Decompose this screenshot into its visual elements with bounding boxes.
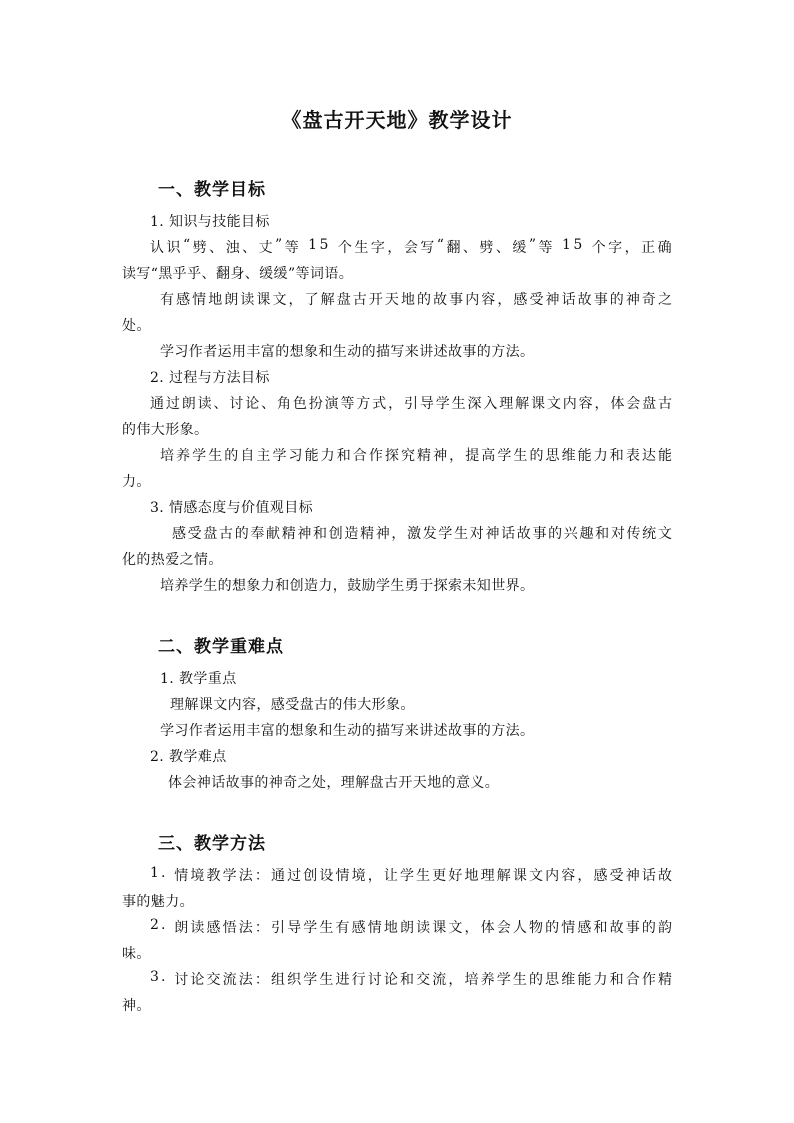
paragraph-line: 神。 (122, 998, 151, 1014)
subheading-process-methods: 2. 过程与方法目标 (150, 370, 270, 386)
subheading-difficult-point: 2. 教学难点 (150, 749, 227, 765)
method-item: 3 . 讨 论 交 流 法 ： 组 织 学 生 进 行 讨 论 和 交 流 ， 培 养 学 生 的 思 维 能 力 和 合 作 精 (150, 969, 672, 988)
paragraph-line: 理解课文内容，感受盘古的伟大形象。 (170, 697, 415, 713)
paragraph-line: 通 过 朗 读 、 讨 论 、 角 色 扮 演 等 方 式 ， 引 导 学 生 深 入 理 解 课 文 内 容 ， 体 会 盘 古 (150, 396, 672, 412)
paragraph-line: 学习作者运用丰富的想象和生动的描写来讲述故事的方法。 (160, 723, 535, 739)
subheading-key-point: 1. 教学重点 (160, 671, 237, 687)
paragraph-line: 培 养 学 生 的 自 主 学 习 能 力 和 合 作 探 究 精 神 ， 提 高 学 生 的 思 维 能 力 和 表 达 能 (160, 448, 672, 464)
method-item: 2 . 朗 读 感 悟 法 ： 引 导 学 生 有 感 情 地 朗 读 课 文 ， 体 会 人 物 的 情 感 和 故 事 的 韵 (150, 917, 672, 936)
document-title: 《盘古开天地》教学设计 (281, 108, 513, 132)
paragraph-line: 力。 (122, 474, 151, 490)
paragraph-line: 处。 (122, 318, 151, 334)
subheading-emotion-values: 3. 情感态度与价值观目标 (150, 500, 314, 516)
paragraph-line: 感 受 盘 古 的 奉 献 精 神 和 创 造 精 神 ， 激 发 学 生 对 神 话 故 事 的 兴 趣 和 对 传 统 文 (172, 526, 672, 542)
subheading-knowledge-skills: 1. 知识与技能目标 (150, 214, 270, 230)
paragraph-line: 培养学生的想象力和创造力，鼓励学生勇于探索未知世界。 (160, 578, 535, 594)
paragraph-line: 有 感 情 地 朗 读 课 文 ， 了 解 盘 古 开 天 地 的 故 事 内 容 ， 感 受 神 话 故 事 的 神 奇 之 (160, 292, 672, 308)
section-heading-key-points: 二、教学重难点 (158, 637, 284, 657)
paragraph-line: 的伟大形象。 (122, 422, 209, 438)
section-heading-methods: 三、教学方法 (158, 834, 266, 854)
paragraph-line: 体会神话故事的神奇之处，理解盘古开天地的意义。 (168, 775, 500, 791)
paragraph-line: 学习作者运用丰富的想象和生动的描写来讲述故事的方法。 (160, 344, 535, 360)
paragraph-line: 读写“黑乎乎、翻身、缓缓”等词语。 (122, 266, 354, 282)
paragraph-line: 化的热爱之情。 (122, 552, 223, 568)
method-item: 1 . 情 境 教 学 法 ： 通 过 创 设 情 境 ， 让 学 生 更 好 地 理 解 课 文 内 容 ， 感 受 神 话 故 (150, 865, 672, 884)
section-heading-objectives: 一、教学目标 (158, 180, 266, 200)
paragraph-line: 事的魅力。 (122, 894, 194, 910)
paragraph-line: 味。 (122, 946, 151, 962)
paragraph-line: 认 识 “ 劈 、 浊 、 丈 ” 等 1 5 个 生 字 ， 会 写 “ 翻 、 劈 、 缓 ” 等 1 5 个 字 ， 正 确 (150, 237, 672, 256)
